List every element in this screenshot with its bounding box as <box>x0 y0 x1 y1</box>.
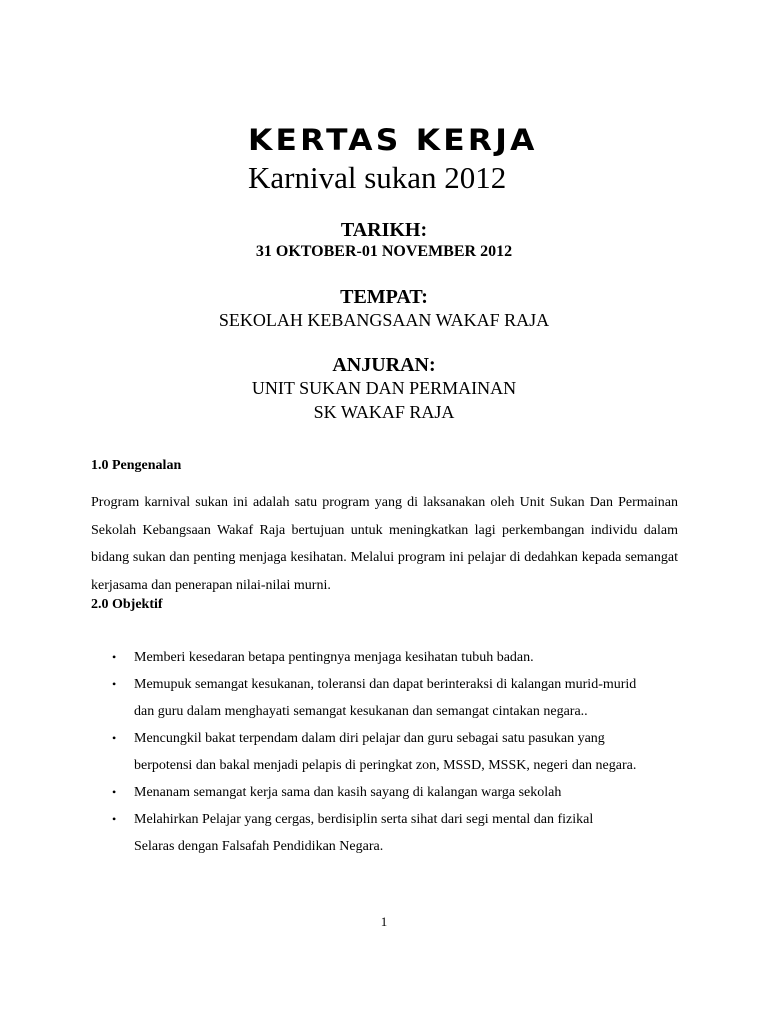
list-item-text-continued: Selaras dengan Falsafah Pendidikan Negara. <box>134 839 384 854</box>
bullet-icon: • <box>112 731 117 745</box>
page-number: 1 <box>380 914 388 929</box>
list-item-text: Menanam semangat kerja sama dan kasih sayang di kalangan warga sekolah <box>134 785 562 800</box>
anjuran-label: ANJURAN: <box>332 354 436 376</box>
anjuran-value-line-2: SK WAKAF RAJA <box>313 402 455 422</box>
objectives-list <box>91 644 691 860</box>
list-item <box>91 671 691 725</box>
list-item <box>91 644 691 671</box>
bullet-icon: • <box>112 785 117 799</box>
tempat-label: TEMPAT: <box>340 286 428 308</box>
pengenalan-heading: 1.0 Pengenalan <box>91 458 182 473</box>
list-item <box>91 725 691 779</box>
list-item <box>91 806 691 860</box>
bullet-icon: • <box>112 677 117 691</box>
list-item <box>91 779 691 806</box>
tempat-value: SEKOLAH KEBANGSAAN WAKAF RAJA <box>218 310 550 330</box>
list-item-text: Mencungkil bakat terpendam dalam diri pelajar dan guru sebagai satu pasukan yang <box>134 731 605 746</box>
list-item-text: Melahirkan Pelajar yang cergas, berdisiplin serta sihat dari segi mental dan fizikal <box>134 812 594 827</box>
objektif-heading: 2.0 Objektif <box>91 597 163 612</box>
list-item-text: Memupuk semangat kesukanan, toleransi dan dapat berinteraksi di kalangan murid-murid <box>134 677 637 692</box>
bullet-icon: • <box>112 650 117 664</box>
list-item-text-continued: berpotensi dan bakal menjadi pelapis di peringkat zon, MSSD, MSSK, negeri dan negara. <box>134 758 637 773</box>
tarikh-label: TARIKH: <box>340 219 428 241</box>
bullet-icon: • <box>112 812 117 826</box>
list-item-text: Memberi kesedaran betapa pentingnya menjaga kesihatan tubuh badan. <box>134 650 534 665</box>
document-title: KERTAS KERJA <box>248 123 538 157</box>
document-subtitle: Karnival sukan 2012 <box>248 160 507 195</box>
list-item-text-continued: dan guru dalam menghayati semangat kesukanan dan semangat cintakan negara.. <box>134 704 588 719</box>
pengenalan-paragraph: Program karnival sukan ini adalah satu program yang di laksanakan oleh Unit Sukan Dan Permainan Sekolah Kebangsaan Wakaf Raja bertujuan untuk meningkatkan lagi perkembangan individu dalam bidang sukan dan penting menjaga kesihatan. Melalui program ini pelajar di dedahkan kepada semangat kerjasama dan penerapan nilai-nilai murni. <box>91 495 678 593</box>
anjuran-value-line-1: UNIT SUKAN DAN PERMAINAN <box>251 378 517 398</box>
tarikh-value: 31 OKTOBER-01 NOVEMBER 2012 <box>255 243 513 260</box>
